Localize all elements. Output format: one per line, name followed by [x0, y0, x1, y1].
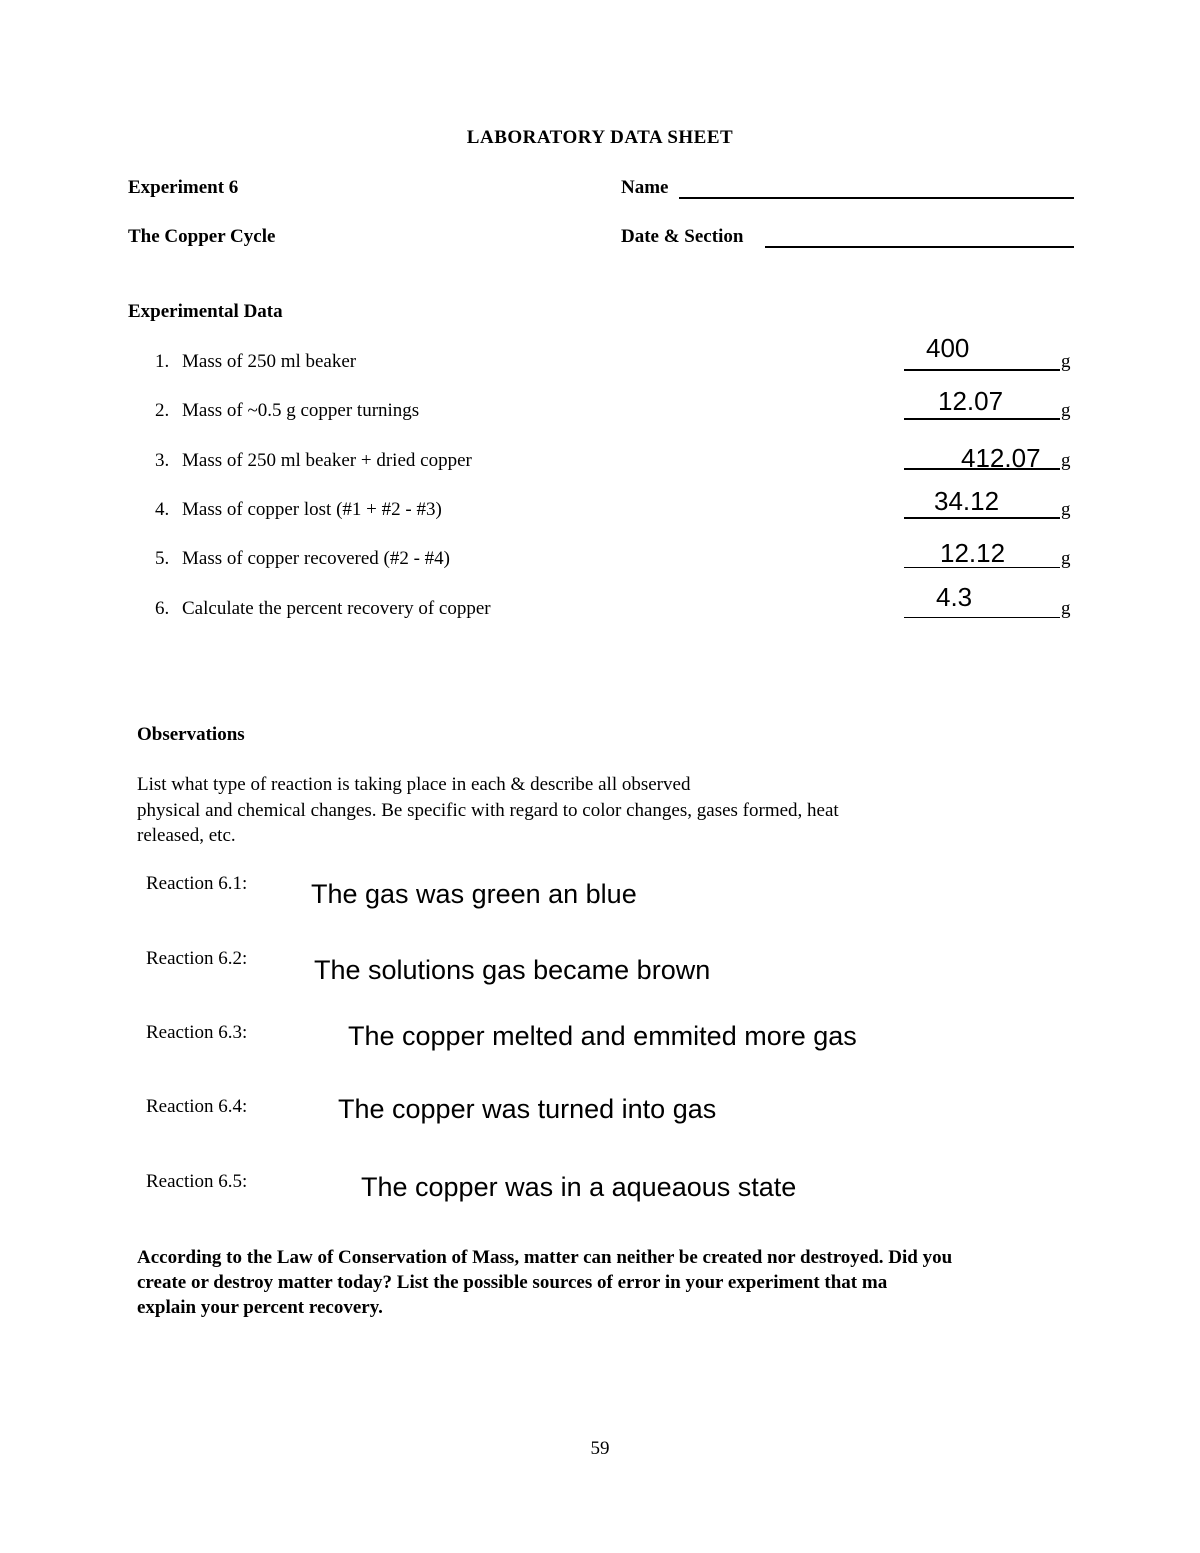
question-line: explain your percent recovery. — [137, 1297, 383, 1318]
reaction-label: Reaction 6.1: — [146, 873, 248, 894]
page-number: 59 — [590, 1438, 610, 1459]
conservation-question — [137, 1245, 1077, 1320]
reaction-answer[interactable]: The gas was green an blue — [311, 879, 637, 909]
date-section-label: Date & Section — [621, 226, 744, 247]
unit-label: g — [1061, 598, 1071, 619]
reaction-label: Reaction 6.5: — [146, 1171, 248, 1192]
unit-label: g — [1061, 400, 1071, 421]
item-label: Mass of 250 ml beaker — [182, 351, 357, 372]
item-label: Mass of copper recovered (#2 - #4) — [182, 548, 451, 569]
item-answer[interactable]: 12.12 — [940, 538, 1006, 568]
unit-label: g — [1061, 351, 1071, 372]
instructions-line: List what type of reaction is taking place in each & describe all observed — [137, 774, 691, 795]
question-line: create or destroy matter today? List the possible sources of error in your experiment that ma — [137, 1272, 888, 1293]
reaction-label: Reaction 6.3: — [146, 1022, 248, 1043]
question-line: According to the Law of Conservation of Mass, matter can neither be created nor destroyed. Did you — [137, 1247, 953, 1268]
reaction-label: Reaction 6.2: — [146, 948, 248, 969]
unit-label: g — [1061, 450, 1071, 471]
item-label: Calculate the percent recovery of copper — [182, 598, 491, 619]
date-section-field[interactable] — [765, 246, 1074, 248]
answer-line — [904, 468, 1060, 470]
name-label: Name — [621, 177, 669, 198]
answer-line — [904, 617, 1060, 618]
item-answer[interactable]: 4.3 — [936, 582, 973, 612]
reaction-answer[interactable]: The copper was in a aqueaous state — [361, 1172, 797, 1202]
experiment-name: The Copper Cycle — [128, 226, 276, 247]
item-answer[interactable]: 412.07 — [961, 443, 1041, 473]
item-number: 1. — [155, 351, 170, 372]
item-number: 5. — [155, 548, 170, 569]
instructions-line: physical and chemical changes. Be specific with regard to color changes, gases formed, heat — [137, 800, 839, 821]
item-label: Mass of copper lost (#1 + #2 - #3) — [182, 499, 442, 520]
item-answer[interactable]: 12.07 — [938, 386, 1004, 416]
reaction-answer[interactable]: The copper melted and emmited more gas — [348, 1021, 857, 1051]
answer-line — [904, 567, 1060, 568]
item-answer[interactable]: 34.12 — [934, 486, 1000, 516]
item-label: Mass of ~0.5 g copper turnings — [182, 400, 420, 421]
experiment-number: Experiment 6 — [128, 177, 239, 198]
answer-line — [904, 418, 1060, 420]
reaction-answer[interactable]: The solutions gas became brown — [314, 955, 711, 985]
item-number: 3. — [155, 450, 170, 471]
item-number: 4. — [155, 499, 170, 520]
name-field[interactable] — [679, 197, 1074, 199]
item-answer[interactable]: 400 — [926, 333, 970, 363]
reaction-label: Reaction 6.4: — [146, 1096, 248, 1117]
answer-line — [904, 369, 1060, 371]
page-title: LABORATORY DATA SHEET — [466, 127, 734, 148]
item-number: 6. — [155, 598, 170, 619]
reaction-answer[interactable]: The copper was turned into gas — [338, 1094, 717, 1124]
experimental-data-heading: Experimental Data — [128, 301, 283, 322]
unit-label: g — [1061, 499, 1071, 520]
item-number: 2. — [155, 400, 170, 421]
observations-heading: Observations — [137, 724, 245, 745]
answer-line — [904, 517, 1060, 519]
instructions-line: released, etc. — [137, 825, 236, 846]
unit-label: g — [1061, 548, 1071, 569]
item-label: Mass of 250 ml beaker + dried copper — [182, 450, 472, 471]
